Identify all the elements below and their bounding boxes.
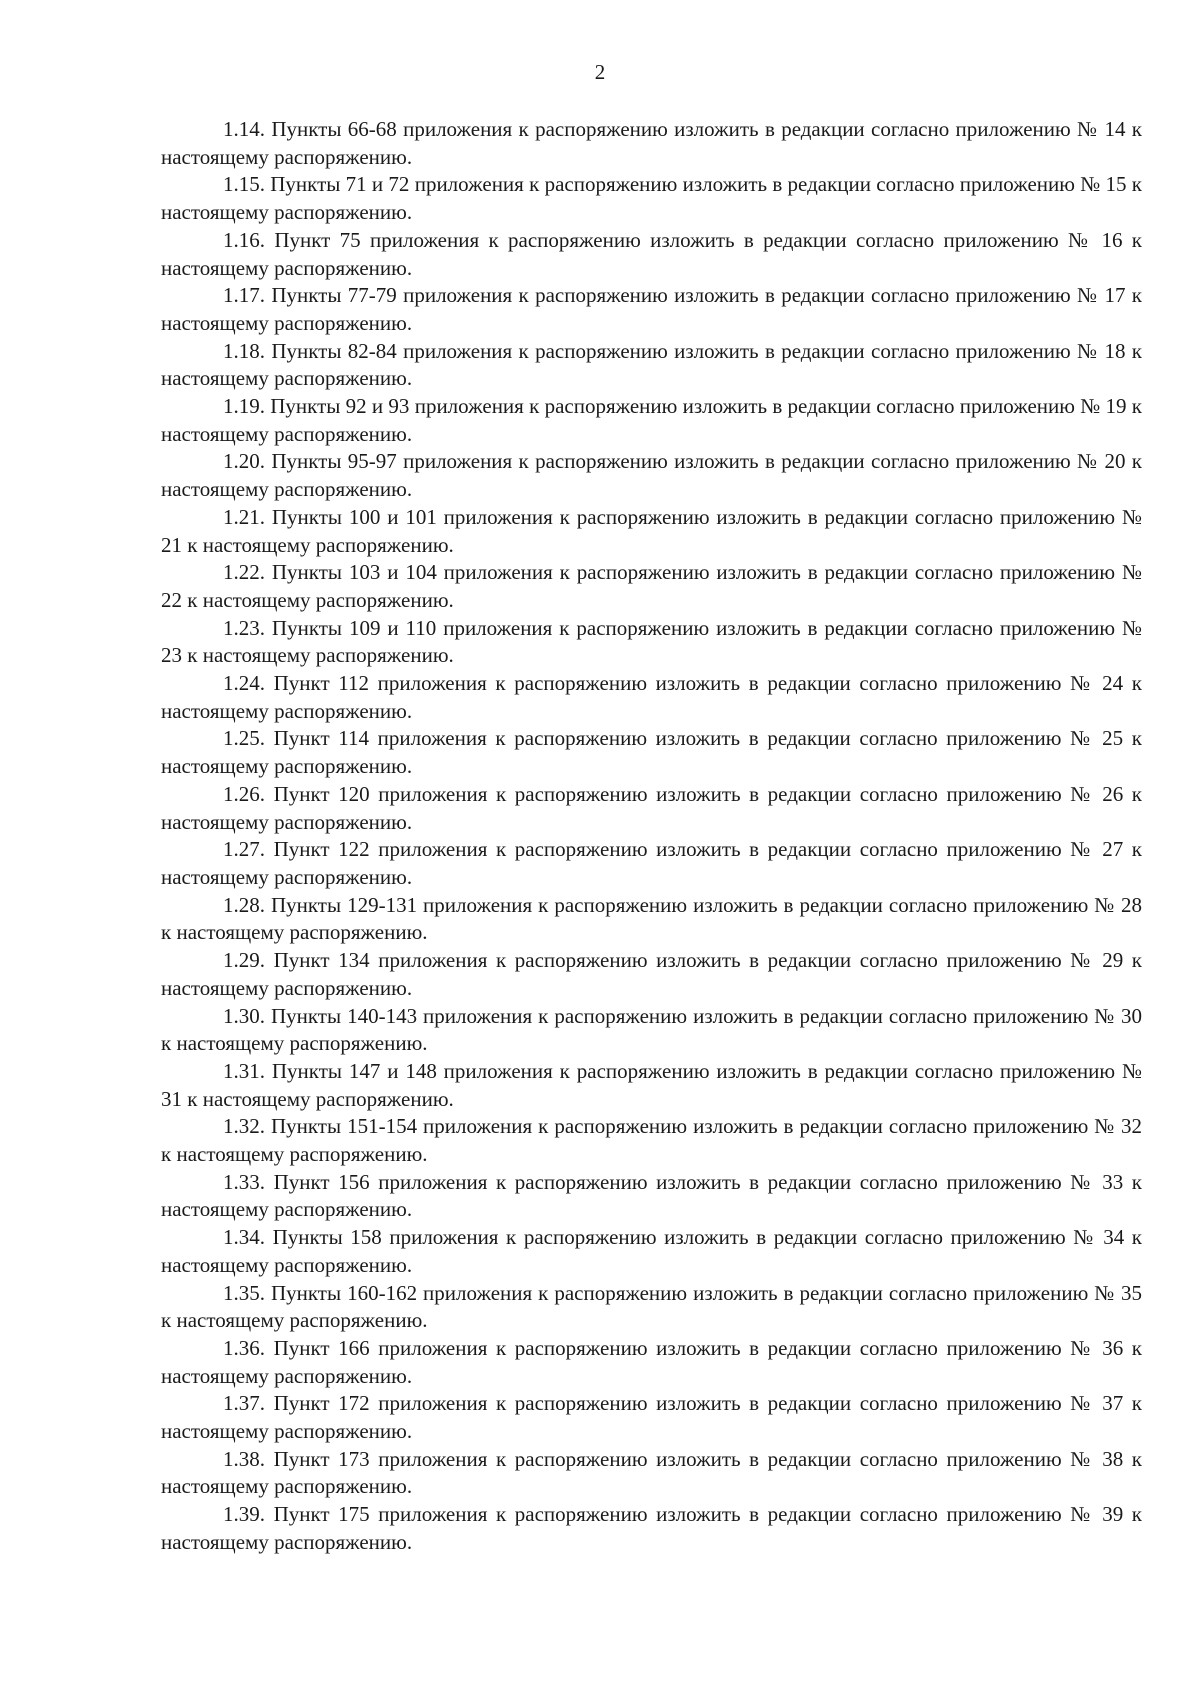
clause-1-22: 1.22. Пункты 103 и 104 приложения к распоряжению изложить в редакции согласно приложению № 22 к настоящему распоряжению. bbox=[161, 560, 1142, 612]
clause-1-27: 1.27. Пункт 122 приложения к распоряжению изложить в редакции согласно приложению № 27 к настоящему распоряжению. bbox=[161, 837, 1142, 889]
clause-1-35: 1.35. Пункты 160-162 приложения к распоряжению изложить в редакции согласно приложению № 35 к настоящему распоряжению. bbox=[161, 1280, 1142, 1333]
clause-1-30: 1.30. Пункты 140-143 приложения к распоряжению изложить в редакции согласно приложению № 30 к настоящему распоряжению. bbox=[161, 1003, 1142, 1056]
clause-1-25: 1.25. Пункт 114 приложения к распоряжению изложить в редакции согласно приложению № 25 к настоящему распоряжению. bbox=[161, 726, 1142, 779]
clause-1-32: 1.32. Пункты 151-154 приложения к распоряжению изложить в редакции согласно приложению № 32 к настоящему распоряжению. bbox=[161, 1114, 1142, 1167]
clause-1-38: 1.38. Пункт 173 приложения к распоряжению изложить в редакции согласно приложению № 38 к настоящему распоряжению. bbox=[161, 1446, 1142, 1499]
clause-1-31: 1.31. Пункты 147 и 148 приложения к распоряжению изложить в редакции согласно приложению № 31 к настоящему распоряжению. bbox=[161, 1058, 1142, 1111]
clause-1-37: 1.37. Пункт 172 приложения к распоряжению изложить в редакции согласно приложению № 37 к настоящему распоряжению. bbox=[161, 1391, 1142, 1444]
document-body bbox=[161, 116, 1142, 1557]
clause-1-19: 1.19. Пункты 92 и 93 приложения к распоряжению изложить в редакции согласно приложению № 19 к настоящему распоряжению. bbox=[161, 394, 1142, 446]
clause-1-17: 1.17. Пункты 77-79 приложения к распоряжению изложить в редакции согласно приложению № 17 к настоящему распоряжению. bbox=[161, 283, 1142, 335]
clause-1-26: 1.26. Пункт 120 приложения к распоряжению изложить в редакции согласно приложению № 26 к настоящему распоряжению. bbox=[161, 781, 1142, 834]
page-number: 2 bbox=[594, 60, 606, 84]
clause-1-28: 1.28. Пункты 129-131 приложения к распоряжению изложить в редакции согласно приложению № 28 к настоящему распоряжению. bbox=[161, 892, 1142, 945]
clause-1-33: 1.33. Пункт 156 приложения к распоряжению изложить в редакции согласно приложению № 33 к настоящему распоряжению. bbox=[161, 1169, 1142, 1222]
clause-1-15: 1.15. Пункты 71 и 72 приложения к распоряжению изложить в редакции согласно приложению № 15 к настоящему распоряжению. bbox=[161, 172, 1142, 225]
clause-1-34: 1.34. Пункты 158 приложения к распоряжению изложить в редакции согласно приложению № 34 к настоящему распоряжению. bbox=[161, 1225, 1142, 1277]
clause-1-20: 1.20. Пункты 95-97 приложения к распоряжению изложить в редакции согласно приложению № 20 к настоящему распоряжению. bbox=[161, 449, 1142, 502]
clause-1-14: 1.14. Пункты 66-68 приложения к распоряжению изложить в редакции согласно приложению № 14 к настоящему распоряжению. bbox=[161, 117, 1142, 169]
clause-1-39: 1.39. Пункт 175 приложения к распоряжению изложить в редакции согласно приложению № 39 к настоящему распоряжению. bbox=[161, 1502, 1142, 1554]
clause-1-18: 1.18. Пункты 82-84 приложения к распоряжению изложить в редакции согласно приложению № 18 к настоящему распоряжению. bbox=[161, 338, 1142, 391]
clause-1-16: 1.16. Пункт 75 приложения к распоряжению изложить в редакции согласно приложению № 16 к настоящему распоряжению. bbox=[161, 227, 1142, 280]
clause-1-23: 1.23. Пункты 109 и 110 приложения к распоряжению изложить в редакции согласно приложению № 23 к настоящему распоряжению. bbox=[161, 615, 1142, 668]
clause-1-36: 1.36. Пункт 166 приложения к распоряжению изложить в редакции согласно приложению № 36 к настоящему распоряжению. bbox=[161, 1335, 1142, 1388]
clause-1-21: 1.21. Пункты 100 и 101 приложения к распоряжению изложить в редакции согласно приложению № 21 к настоящему распоряжению. bbox=[161, 504, 1142, 557]
clause-1-29: 1.29. Пункт 134 приложения к распоряжению изложить в редакции согласно приложению № 29 к настоящему распоряжению. bbox=[161, 948, 1142, 1000]
clause-1-24: 1.24. Пункт 112 приложения к распоряжению изложить в редакции согласно приложению № 24 к настоящему распоряжению. bbox=[161, 671, 1142, 723]
